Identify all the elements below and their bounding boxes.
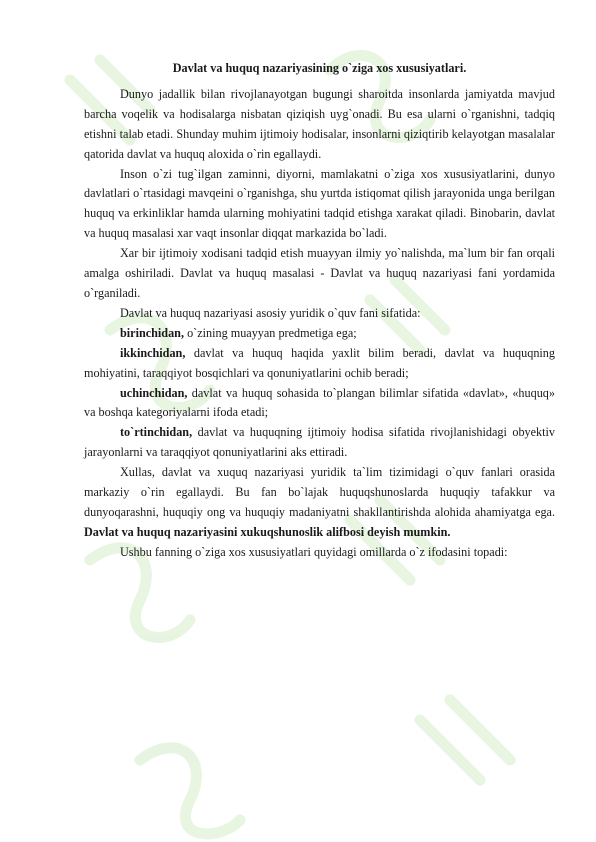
paragraph-9 [84,463,555,543]
paragraph-5-text: o`zining muayyan predmetiga ega; [184,325,357,340]
paragraph-8 [84,423,555,463]
paragraph-7 [84,384,555,424]
paragraph-8-text: davlat va huquqning ijtimoiy hodisa sifatida rivojlanishidagi obyektiv jarayonlarni va taraqqiyot qonuniyatlarini aks ettiradi. [84,425,555,460]
document-title: Davlat va huquq nazariyasining o`ziga xos xususiyatlari. [172,61,467,75]
paragraph-4: Davlat va huquq nazariyasi asosiy yuridik o`quv fani sifatida: [120,305,421,320]
paragraph-9-emphasis: Davlat va huquq nazariyasini xukuqshunoslik alifbosi deyish mumkin. [84,524,451,539]
paragraph-5 [84,324,555,344]
ordinal-fourth: to`rtinchidan, [120,425,193,440]
ordinal-first: birinchidan, [120,325,185,340]
paragraph-10: Ushbu fanning o`ziga xos xususiyatlari quyidagi omillarda o`z ifodasini topadi: [120,544,508,559]
paragraph-2: Inson o`zi tug`ilgan zaminni, diyorni, mamlakatni o`ziga xos xususiyatlarini, dunyo davlatlari o`rtasidagi mavqeini o`rganishga, shu yurtda istiqomat qilish jarayonida unga berilgan huquq va erkinliklar hamda ularning mohiyatini tadqid etishga xarakat qiladi. Binobarin, davlat va huquq masalasi xar vaqt insonlar diqqat markazida bo`ladi. [84,166,555,241]
paragraph-6 [84,344,555,384]
ordinal-second: ikkinchidan, [120,345,186,360]
document-body [84,59,555,563]
paragraph-6-text: davlat va huquq haqida yaxlit bilim beradi, davlat va huquqning mohiyatini, taraqqiyot bosqichlari va qonuniyatlarini ochib beradi; [84,345,555,380]
paragraph-9-text: Xullas, davlat va xuquq nazariyasi yuridik ta`lim tizimidagi o`quv fanlari orasida markaziy o`rin egallaydi. Bu fan bo`lajak huquqshunoslarda huquqiy tafakkur va dunyoqarashni, huquqiy ong va huquqiy madaniyatni shakllantirishda alohida ahamiyatga ega. [84,465,555,519]
paragraph-1: Dunyo jadallik bilan rivojlanayotgan bugungi sharoitda insonlarda jamiyatda mavjud barcha voqelik va hodisalarga nisbatan qiziqish uyg`onadi. Bu esa ularni o`rganishni, tadqiq etishni talab etadi. Shunday muhim ijtimoiy hodisalar, insonlarni qiziqtirib kelayotgan masalalar qatorida davlat va huquq aloxida o`rin egallaydi. [84,86,555,161]
ordinal-third: uchinchidan, [120,385,188,400]
paragraph-3: Xar bir ijtimoiy xodisani tadqid etish muayyan ilmiy yo`nalishda, ma`lum bir fan orqali amalga oshiriladi. Davlat va huquq masalasi - Davlat va huquq nazariyasi fani yordamida o`rganiladi. [84,246,555,300]
paragraph-7-text: davlat va huquq sohasida to`plangan bilimlar sifatida «davlat», «huquq» va boshqa kategoriyalarni ifoda etadi; [84,385,555,420]
